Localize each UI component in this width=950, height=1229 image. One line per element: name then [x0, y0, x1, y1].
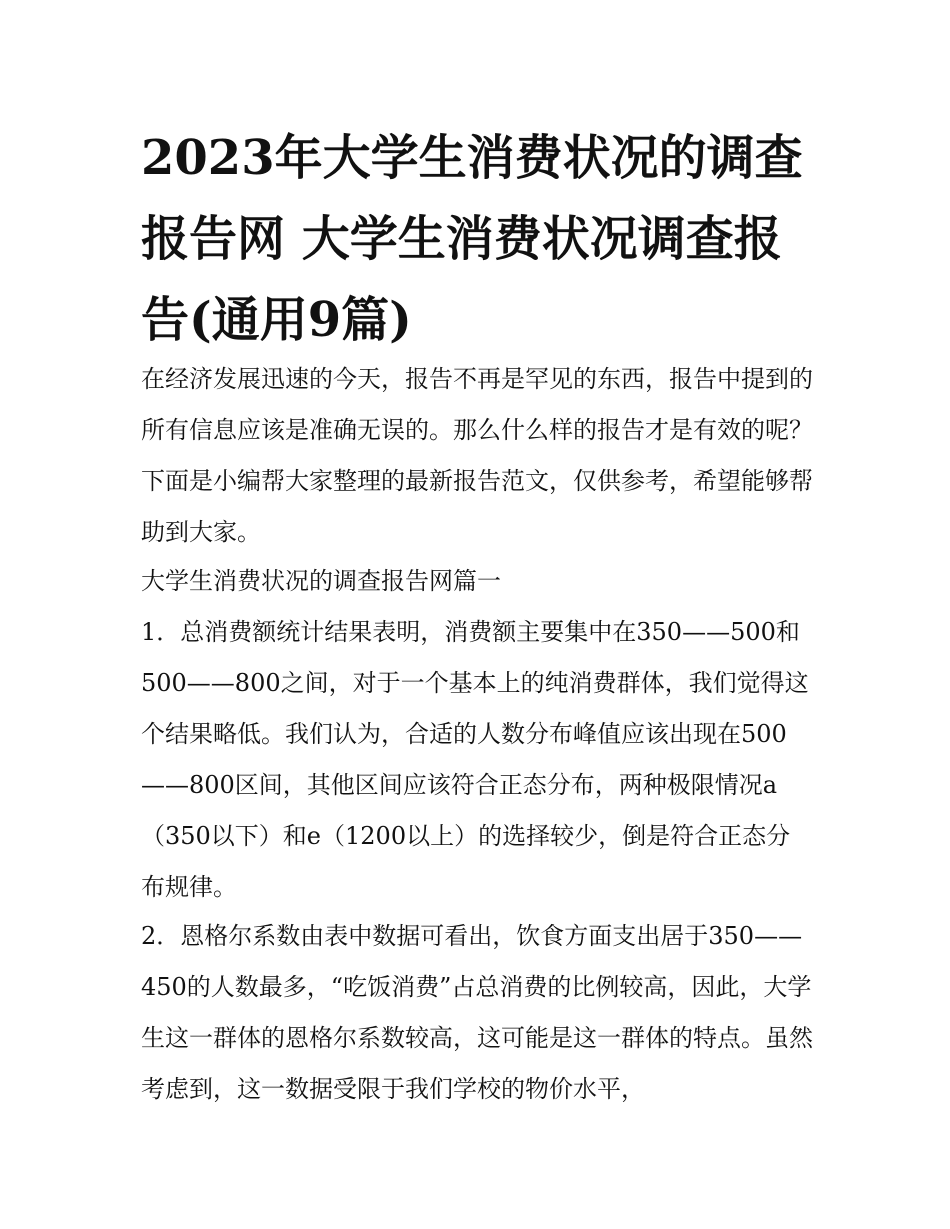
section-heading: 大学生消费状况的调查报告网篇一 [141, 567, 501, 595]
point-1-paragraph: 1．总消费额统计结果表明，消费额主要集中在350——500和500——800之间，对于一个基本上的纯消费群体，我们觉得这个结果略低。我们认为，合适的人数分布峰值应该出现在500——800区间，其他区间应该符合正态分布，两种极限情况a（350以下）和e（1200以上）的选择较少，倒是符合正态分布规律。 [141, 618, 809, 901]
intro-paragraph: 在经济发展迅速的今天，报告不再是罕见的东西，报告中提到的所有信息应该是准确无误的。那么什么样的报告才是有效的呢？下面是小编帮大家整理的最新报告范文，仅供参考，希望能够帮助到大家。 [141, 365, 813, 546]
point-2-paragraph: 2．恩格尔系数由表中数据可看出，饮食方面支出居于350——450的人数最多，“吃饭消费”占总消费的比例较高，因此，大学生这一群体的恩格尔系数较高，这可能是这一群体的特点。虽然考虑到，这一数据受限于我们学校的物价水平， [141, 922, 813, 1103]
document-title: 2023年大学生消费状况的调查报告网 大学生消费状况调查报告(通用9篇) [141, 130, 803, 348]
